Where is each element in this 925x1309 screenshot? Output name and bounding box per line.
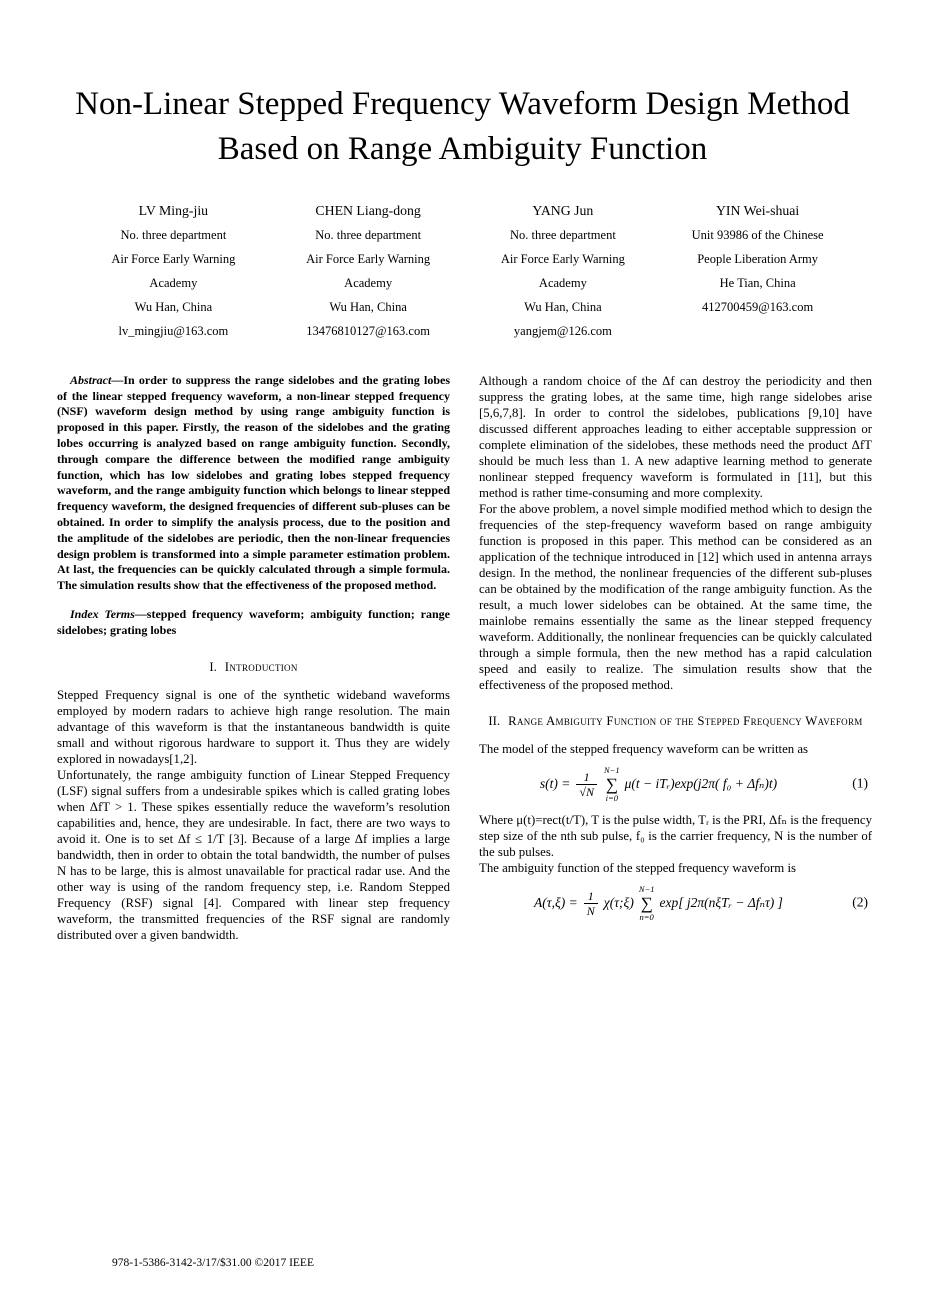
sigma-symbol: ∑: [640, 893, 653, 913]
author-affiliation-line: Wu Han, China: [329, 299, 407, 314]
author-affiliation-line: Wu Han, China: [524, 299, 602, 314]
author-affiliation-line: Air Force Early Warning: [500, 251, 625, 266]
author-affiliation-line: Air Force Early Warning: [306, 251, 431, 266]
authors-block: [76, 199, 855, 343]
body-columns: [57, 373, 872, 943]
eq1-number: (1): [852, 776, 868, 791]
eq2-number: (2): [852, 895, 868, 910]
author-affiliation-line: Wu Han, China: [134, 299, 213, 314]
author-affiliation-line: No. three department: [315, 227, 422, 242]
intro-paragraph-2: Unfortunately, the range ambiguity function of Linear Stepped Frequency (LSF) signal suffers from a undesirable spikes which is called grating lobes when ΔfT > 1. These spikes essentially reduce the waveform’s resolution capabilities and, hence, they are undesirable. In fact, there are two ways to avoid it. One is to set Δf ≤ 1/T [3]. Because of a large Δf implies a large bandwidth, then in order to obtain the total bandwidth, the number of pulses N has to be large, this is almost unavailable for practical radar use. And the other way is using of the random frequency step, i.e. Random Stepped Frequency (RSF) signal [4]. Compared with linear step frequency waveform, the transmitted frequencies of the RSF signal are randomly distributed over a given bandwidth.: [57, 768, 450, 943]
model-lead-in-paragraph: The model of the stepped frequency waveform can be written as: [479, 742, 809, 757]
author-column-4: [660, 199, 855, 343]
sigma-symbol: ∑: [605, 774, 618, 794]
left-column: [57, 373, 450, 943]
eq2-summation: N−1 ∑ n=0: [638, 884, 655, 922]
author-affiliation-line: Academy: [344, 275, 393, 290]
section-title: Range Ambiguity Function of the Stepped Frequency Waveform: [508, 713, 863, 728]
intro-paragraph-4: For the above problem, a novel simple modified method which to design the frequencies of the step-frequency waveform based on range ambiguity function is proposed in this paper. This method can be considered as an application of the technique introduced in [12] which used in antenna arrays design. In the method, the nonlinear frequencies of the different sub-pluses can be obtained by the modification of the range ambiguity function. As the result, a much lower sidelobes can be obtained. At the same time, the mainlobe remains essentially the same as the linear stepped frequency waveform. Additionally, the nonlinear frequencies can be quickly calculated through a simple formula, then the new method has a rapid calculation speed and easily to realize. The simulation results show that the effectiveness of the proposed method.: [479, 501, 872, 692]
author-column-2: [271, 199, 466, 343]
author-email: lv_mingjiu@163.com: [118, 323, 229, 338]
author-affiliation-line: Academy: [538, 275, 587, 290]
right-column: [479, 373, 872, 943]
section-heading-range-ambiguity: [479, 710, 872, 734]
index-terms-text: —stepped frequency waveform; ambiguity function; range sidelobes; grating lobes: [57, 606, 450, 637]
index-terms-label: Index Terms: [70, 606, 135, 621]
eq2-fraction: $\frac{1}{N}$: [584, 889, 598, 919]
eq1-rhs: μ(t − iTᵣ)exp(j2π( f₀ + Δfₙ)t): [624, 776, 778, 791]
author-email: 13476810127@163.com: [306, 323, 430, 338]
eq1-summation: N−1 ∑ i=0: [603, 765, 620, 803]
equation-1-body: [538, 766, 779, 802]
author-affiliation-line: People Liberation Army: [697, 251, 819, 266]
eq2-lhs: A(τ,ξ) =: [534, 895, 578, 910]
section-number: II.: [488, 713, 501, 728]
author-name: YIN Wei-shuai: [715, 202, 800, 218]
where-paragraph: Where μ(t)=rect(t/T), T is the pulse width, Tᵣ is the PRI, Δfₙ is the frequency step size of the nth sub pulse, f₀ is the carrier frequency, N is the number of the sub pulses.: [479, 813, 872, 860]
author-affiliation-line: No. three department: [120, 227, 227, 242]
author-affiliation-line: He Tian, China: [719, 275, 796, 290]
author-affiliation-line: Unit 93986 of the Chinese: [691, 227, 824, 242]
eq1-fraction: $\frac{1}{√N}$: [576, 770, 597, 800]
section-number: I.: [209, 659, 217, 674]
index-terms: [57, 607, 450, 639]
section-title: Introduction: [224, 659, 298, 674]
section-heading-introduction: [57, 656, 450, 680]
author-affiliation-line: No. three department: [509, 227, 616, 242]
author-column-1: [76, 199, 271, 343]
author-email: 412700459@163.com: [702, 299, 814, 314]
author-name: CHEN Liang-dong: [315, 202, 421, 218]
author-email: yangjem@126.com: [513, 323, 612, 338]
paper-title: Non-Linear Stepped Frequency Waveform Design Method Based on Range Ambiguity Function: [75, 86, 850, 167]
author-affiliation-line: Academy: [149, 275, 198, 290]
equation-1: [479, 766, 872, 802]
author-column-3: [466, 199, 661, 343]
eq2-chi-factor: χ(τ;ξ): [603, 895, 634, 910]
copyright-notice: 978-1-5386-3142-3/17/$31.00 ©2017 IEEE: [112, 1257, 314, 1269]
equation-2: [479, 885, 872, 921]
author-name: YANG Jun: [532, 202, 594, 218]
eq1-lhs: s(t) =: [539, 776, 571, 791]
abstract: [57, 373, 450, 594]
abstract-label: Abstract: [70, 372, 112, 387]
author-affiliation-line: Air Force Early Warning: [111, 251, 236, 266]
eq2-rhs: exp[ j2π(nξTᵣ − Δfₙτ) ]: [659, 895, 783, 910]
intro-paragraph-1: Stepped Frequency signal is one of the synthetic wideband waveforms employed by modern radars to achieve high range resolution. The main advantage of this waveform is that the instantaneous bandwidth is quite small and without rigorous hardware to support it. Thus they are widely explored in nowadays[1,2].: [57, 688, 450, 767]
author-name: LV Ming-jiu: [138, 202, 209, 218]
intro-paragraph-3: Although a random choice of the Δf can destroy the periodicity and then suppress the grating lobes, at the same time, high range sidelobes arise [5,6,7,8]. In order to control the sidelobes, publications [9,10] have discussed different approaches leading to either acceptable suppression or complete elimination of the sidelobes, these methods need the product ΔfT should be much less than 1. A new adaptive learning method to generate nonlinear stepped frequency waveform is formulated in [11], but this method is rather time-consuming and more complexity.: [479, 373, 872, 500]
equation-2-body: [532, 885, 785, 921]
ambiguity-lead-in-paragraph: The ambiguity function of the stepped frequency waveform is: [479, 861, 796, 876]
abstract-text: —In order to suppress the range sidelobes and the grating lobes of the linear stepped frequency waveform, a non-linear stepped frequency (NSF) waveform design method by using range ambiguity function is proposed in this paper. Firstly, the reason of the sidelobes and the grating lobes occurring is analyzed based on range ambiguity function. Secondly, through compare the difference between the modified range ambiguity function, which has low sidelobes and grating lobes stepped frequency waveform, and the range ambiguity function which belongs to linear stepped frequency waveform, the designed frequencies of different sub-pluses can be obtained. In order to simplify the analysis process, due to the position and the amplitude of the sidelobes are periodic, then the non-linear frequencies design problem is transformed into a simple parameter estimation problem. At last, the frequencies can be quickly calculated through a simple formula. The simulation results show that the effectiveness of the proposed method.: [57, 372, 450, 593]
